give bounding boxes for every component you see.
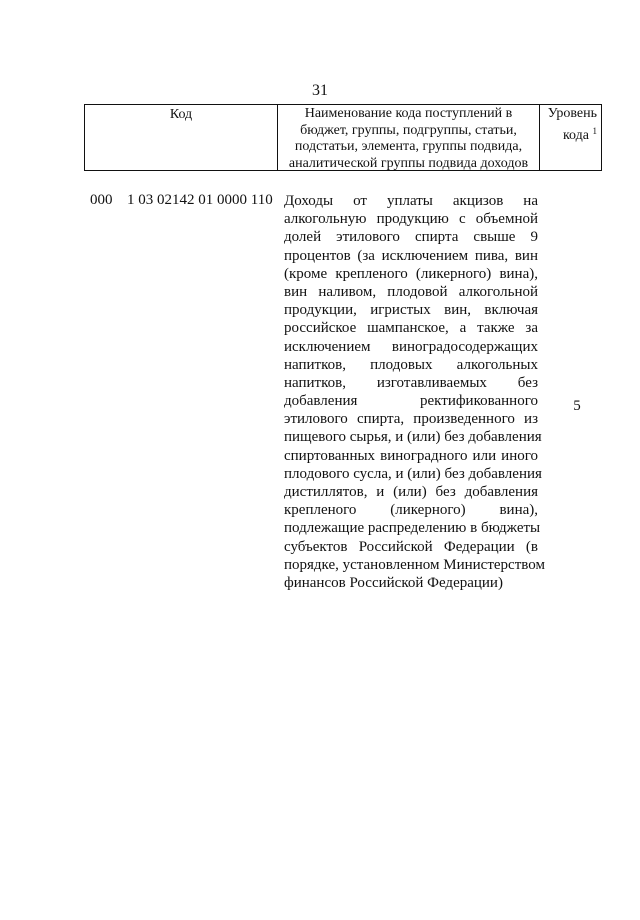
description-line: финансов Российской Федерации)	[284, 574, 503, 591]
row-admin-code: 000	[90, 192, 113, 208]
header-level-footnote: 1	[592, 125, 597, 136]
description-line: вин наливом, плодовой алкогольной	[284, 283, 538, 300]
header-level-line: Уровень	[547, 106, 597, 121]
header-level	[540, 105, 602, 170]
description-line: российское шампанское, а также за	[284, 320, 538, 337]
description-line: (кроме крепленого (ликерного) вина),	[284, 265, 538, 282]
header-name-line: бюджет, группы, подгруппы, статьи,	[300, 122, 517, 138]
header-name-line: аналитической группы подвида доходов	[288, 155, 529, 171]
header-name	[277, 105, 540, 170]
description-line: продукции, игристых вин, включая	[284, 302, 538, 319]
row-description	[284, 192, 545, 592]
description-line: напитков, изготавливаемых без	[284, 374, 538, 391]
description-line: порядке, установленном Министерством	[284, 556, 545, 573]
header-name-line: подстатьи, элемента, группы подвида,	[294, 139, 523, 154]
page-number: 31	[312, 82, 328, 99]
description-line: напитков, плодовых алкогольных	[284, 356, 538, 373]
description-line: подлежащие распределению в бюджеты	[284, 520, 541, 537]
header-name-line: Наименование кода поступлений в	[304, 106, 513, 121]
description-line: процентов (за исключением пива, вин	[284, 247, 538, 264]
header-level-word: кода	[562, 127, 589, 143]
header-level-line	[540, 123, 597, 145]
description-line: дистиллятов, и (или) без добавления	[284, 484, 538, 500]
description-line: исключением виноградосодержащих	[284, 338, 538, 355]
description-line: субъектов Российской Федерации (в	[284, 538, 538, 555]
description-line: спиртованных виноградного или иного	[284, 447, 538, 464]
header-code: Код	[84, 105, 277, 170]
description-line: долей этилового спирта свыше 9	[284, 229, 538, 246]
description-line: этилового спирта, произведенного из	[284, 411, 538, 428]
description-line: Доходы от уплаты акцизов на	[284, 193, 538, 209]
row-income-code: 1 03 02142 01 0000 110	[127, 192, 273, 208]
description-line: плодового сусла, и (или) без добавления	[284, 465, 542, 482]
row-level: 5	[573, 398, 581, 414]
description-line: пищевого сырья, и (или) без добавления	[284, 429, 542, 446]
description-line: алкогольную продукцию с объемной	[284, 211, 538, 228]
table-header	[84, 104, 602, 171]
description-line: добавления ректификованного	[284, 393, 538, 410]
description-line: крепленого (ликерного) вина),	[284, 502, 538, 519]
